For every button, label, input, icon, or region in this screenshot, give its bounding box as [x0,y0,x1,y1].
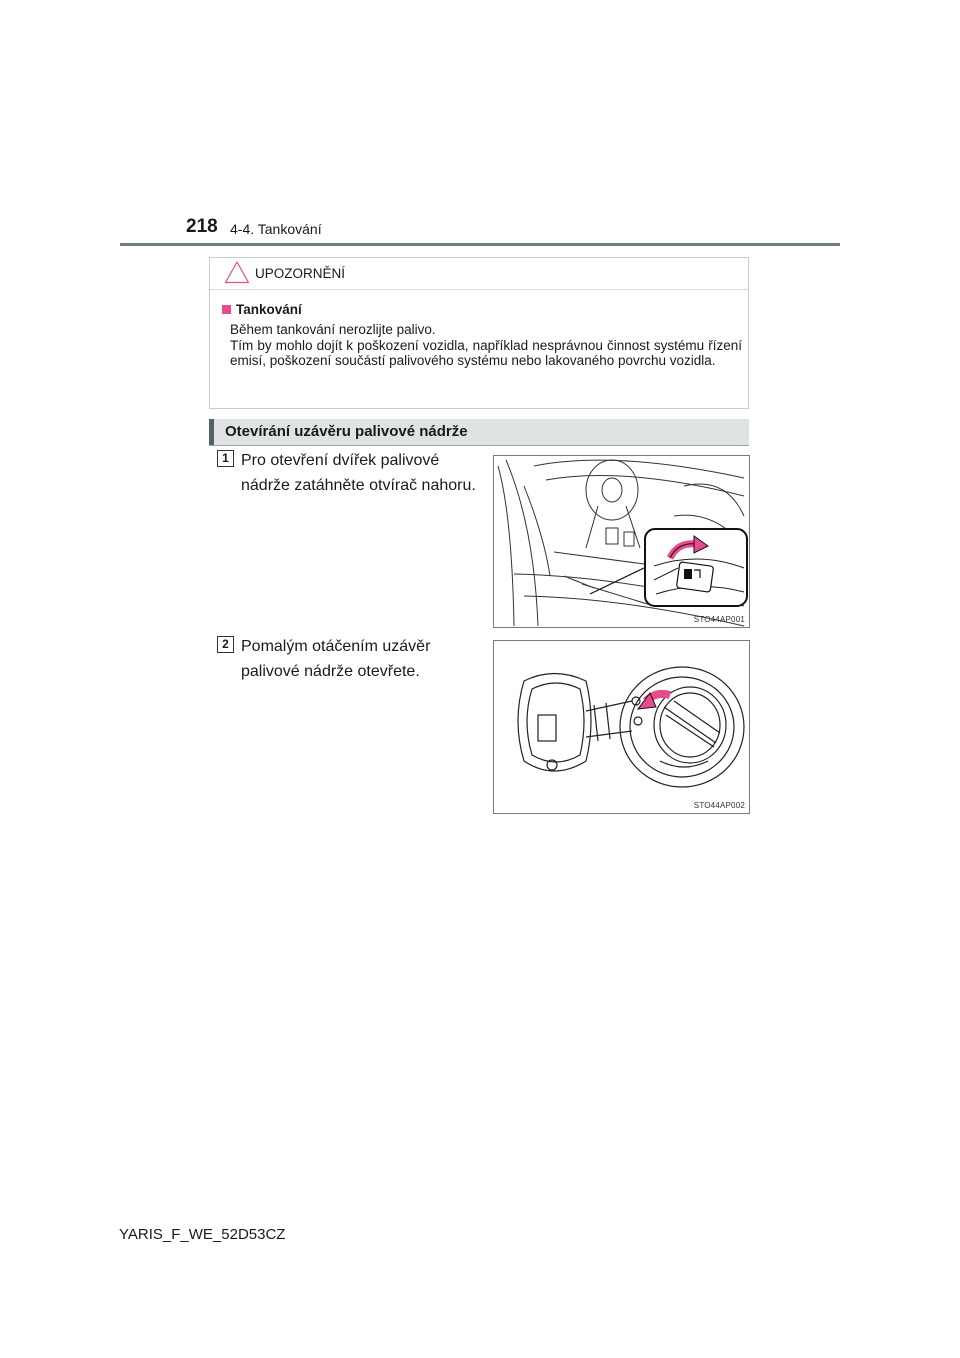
section-title: 4-4. Tankování [230,221,322,237]
section-heading: Otevírání uzávěru palivové nádrže [225,423,468,440]
step-text: Pomalým otáčením uzávěr palivové nádrže otevřete. [241,638,431,680]
figure-fuel-cap [493,640,750,814]
heading-rule [209,445,749,446]
figure-code: STO44AP001 [693,615,745,624]
figure-fuel-door-opener [493,455,750,628]
caution-subtitle [222,302,302,317]
heading-accent [209,419,214,445]
fuel-cap-illustration [494,641,750,814]
car-interior-illustration [494,456,750,628]
figure-code: STO44AP002 [693,801,745,810]
header-rule [120,243,840,246]
step-text: Pro otevření dvířek palivové nádrže zatáhněte otvírač nahoru. [241,452,476,494]
section-heading-bar [209,419,749,445]
footer-doc-code: YARIS_F_WE_52D53CZ [119,1226,286,1243]
caution-line: Během tankování nerozlijte palivo. [230,322,436,337]
caution-subtitle-text: Tankování [236,302,302,317]
caution-line: Tím by mohlo dojít k poškození vozidla, například nesprávnou činnost systému řízení emisí, poškození součástí palivového systému nebo lakovaného povrchu vozidla. [230,337,742,368]
caution-header [210,258,748,290]
caution-box [209,257,749,409]
caution-title: UPOZORNĚNÍ [255,266,346,281]
pink-square-icon [222,305,231,314]
page-number: 218 [186,216,218,237]
warning-triangle-icon [224,260,250,290]
step-number: 2 [217,636,234,653]
step-number: 1 [217,450,234,467]
caution-text [230,322,742,369]
